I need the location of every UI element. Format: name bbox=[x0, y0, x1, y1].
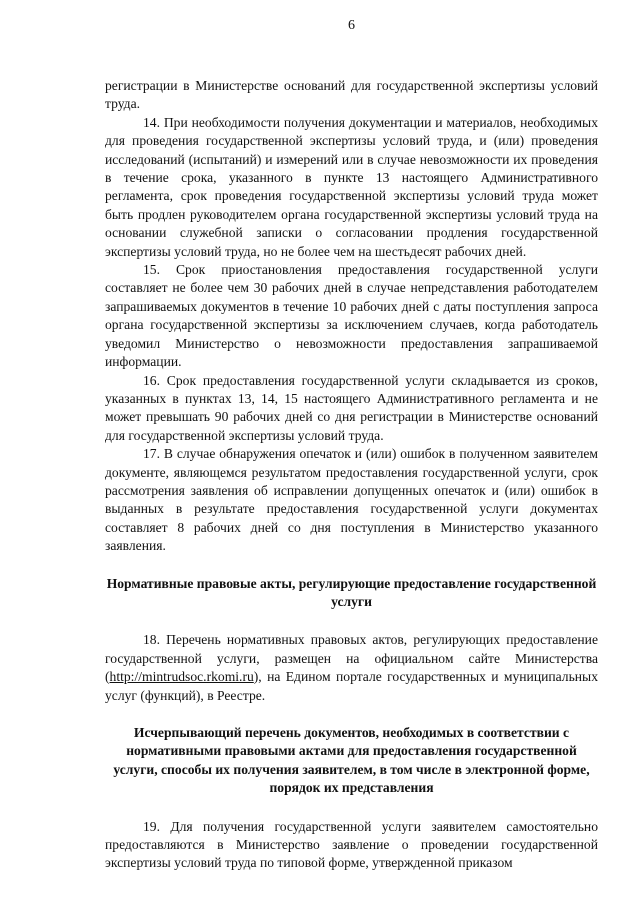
ministry-website-link[interactable]: http://mintrudsoc.rkomi.ru bbox=[109, 669, 254, 685]
page-number: 6 bbox=[348, 18, 355, 33]
paragraph-14: 14. При необходимости получения документации и материалов, необходимых для проведения государственной экспертизы условий труда, и (или) проведения исследований (испытаний) и измерений или в случае невозможности их проведения в течение срока, указанного в пункте 13 настоящего Административного регламента, срок проведения государственной экспертизы условий труда может быть продлен руководителем органа государственной экспертизы условий труда на основании служебной записки о согласовании продления государственной экспертизы условий труда, но не более чем на шестьдесят рабочих дней. bbox=[105, 114, 598, 259]
paragraph-continuation: регистрации в Министерстве оснований для государственной экспертизы условий труда. bbox=[105, 78, 598, 112]
paragraph-17: 17. В случае обнаружения опечаток и (или) ошибок в полученном заявителем документе, являющемся результатом предоставления государственной услуги, срок рассмотрения заявления об исправлении допущенных опечаток и (или) ошибок в выданных в результате предоставления государственной услуги документах составляет 8 рабочих дней со дня поступления в Министерство указанного заявления. bbox=[105, 446, 598, 554]
paragraph-18-text-end: ), на Едином портале государственных и муниципальных услуг (функций), в Реестре. bbox=[105, 669, 598, 703]
document-body bbox=[105, 77, 598, 873]
paragraph-15: 15. Срок приостановления предоставления государственной услуги составляет не более чем 30 рабочих дней в случае непредставления работодателем запрашиваемых документов в течение 10 рабочих дней с даты поступления запроса органа государственной экспертизы за исключением случаев, когда работодатель уведомил Министерство о невозможности предоставления запрашиваемой информации. bbox=[105, 262, 598, 370]
section-heading-required-documents: Исчерпывающий перечень документов, необходимых в соответствии с нормативными правовыми актами для предоставления государственной услуги, способы их получения заявителем, в том числе в электронной форме, порядок их представления bbox=[113, 725, 590, 796]
section-heading-normative-acts: Нормативные правовые акты, регулирующие предоставление государственной услуги bbox=[106, 575, 597, 609]
paragraph-16: 16. Срок предоставления государственной услуги складывается из сроков, указанных в пунктах 13, 14, 15 настоящего Административного регламента и не может превышать 90 рабочих дней со дня регистрации в Министерстве оснований для государственной экспертизы условий труда. bbox=[105, 372, 598, 443]
paragraph-18 bbox=[105, 631, 598, 705]
paragraph-19: 19. Для получения государственной услуги заявителем самостоятельно предоставляются в Министерство заявление о проведении государственной экспертизы условий труда по типовой форме, утвержденной приказом bbox=[105, 818, 598, 871]
paragraph-18-text-start: 18. Перечень нормативных правовых актов, регулирующих предоставление государственной услуги, размещен на официальном сайте Министерства ( bbox=[105, 632, 598, 685]
